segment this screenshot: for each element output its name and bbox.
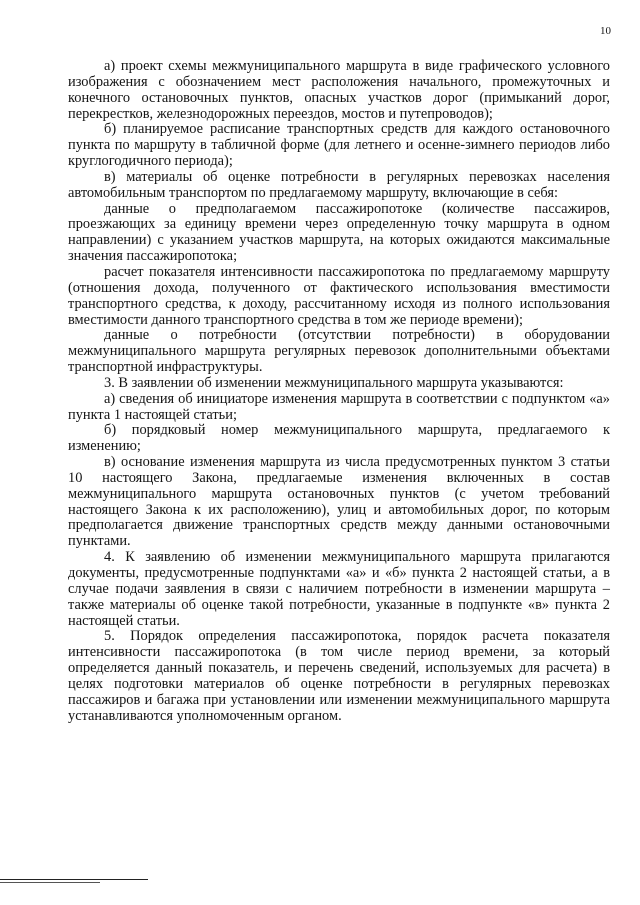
paragraph-flow-intensity-calc: расчет показателя интенсивности пассажиропотока по предлагаемому маршруту (отношения дохода, полученного от фактического использования вместимости транспортного средства, к доходу, рассчитанному исходя из полного использования вместимости данного транспортного средства в том же периоде времени); — [68, 263, 610, 328]
paragraph-3v-change-basis: в) основание изменения маршрута из числа предусмотренных пунктом 3 статьи 10 настоящего Закона, предлагаемые изменения включенных в состав межмуниципального маршрута остановочных пунктов (с учетом требований настоящего Закона к их расположению), улиц и автомобильных дорог, по которым предполагается движение транспортных средств между данными остановочными пунктами. — [68, 454, 610, 550]
page-number: 10 — [600, 25, 611, 37]
footer-rule — [0, 879, 148, 880]
paragraph-3a-initiator: а) сведения об инициаторе изменения маршрута в соответствии с подпунктом «а» пункта 1 настоящей статьи; — [68, 390, 610, 423]
paragraph-infrastructure-need: данные о потребности (отсутствии потребности) в оборудовании межмуниципального маршрута регулярных перевозок дополнительными объектами транспортной инфраструктуры. — [68, 327, 610, 376]
paragraph-5-procedure: 5. Порядок определения пассажиропотока, порядок расчета показателя интенсивности пассажиропотока (в том числе период времени, за который определяется данный показатель, и перечень сведений, используемых для расчета) в целях подготовки материалов об оценке потребности в регулярных перевозках пассажиров и багажа при установлении или изменении межмуниципального маршрута устанавливаются уполномоченным органом. — [68, 628, 610, 724]
paragraph-passenger-flow-data: данные о предполагаемом пассажиропотоке (количестве пассажиров, проезжающих за единицу времени через определенную точку маршрута в одном направлении) с указанием участков маршрута, на которых ожидаются максимальные значения пассажиропотока; — [68, 200, 610, 265]
footer-rule-secondary — [0, 882, 100, 883]
paragraph-2v-demand-materials: в) материалы об оценке потребности в регулярных перевозках населения автомобильным транспортом по предлагаемому маршруту, включающие в себя: — [68, 168, 610, 201]
paragraph-3-change-application: 3. В заявлении об изменении межмуниципального маршрута указываются: — [104, 374, 564, 391]
paragraph-3b-route-number: б) порядковый номер межмуниципального маршрута, предлагаемого к изменению; — [68, 422, 610, 455]
paragraph-2a-route-scheme: а) проект схемы межмуниципального маршрута в виде графического условного изображения с обозначением мест расположения начального, промежуточных и конечного остановочных пунктов, опасных участков дорог (примыканий дорог, перекрестков, железнодорожных переездов, мостов и путепроводов); — [68, 58, 610, 122]
paragraph-4-attachments: 4. К заявлению об изменении межмуниципального маршрута прилагаются документы, предусмотренные подпунктами «а» и «б» пункта 2 настоящей статьи, а в случае подачи заявления в связи с наличием потребности в изменении маршрута – также материалы об оценке такой потребности, указанные в подпункте «в» пункта 2 настоящей статьи. — [68, 549, 610, 629]
paragraph-2b-timetable: б) планируемое расписание транспортных средств для каждого остановочного пункта по маршруту в табличной форме (для летнего и осенне-зимнего периодов либо круглогодичного периода); — [68, 121, 610, 170]
document-body — [68, 59, 610, 724]
